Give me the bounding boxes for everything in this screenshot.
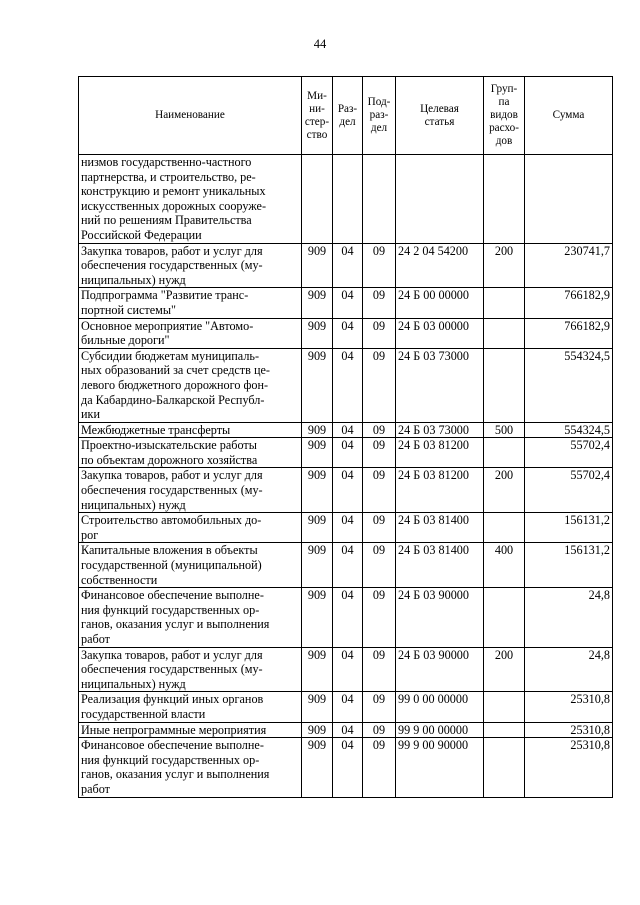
row-ministry: 909 (302, 647, 333, 692)
row-target (396, 155, 484, 244)
row-name: Капитальные вложения в объекты государственной (муниципальной) собственности (79, 543, 302, 588)
header-target: Целевая статья (396, 77, 484, 155)
row-group (484, 288, 525, 318)
row-ministry (302, 155, 333, 244)
table-row (79, 468, 613, 513)
row-name: Закупка товаров, работ и услуг для обеспечения государственных (му- ниципальных) нужд (79, 468, 302, 513)
table-row (79, 738, 613, 797)
row-subsection: 09 (363, 422, 396, 438)
row-target: 99 0 00 00000 (396, 692, 484, 722)
row-subsection: 09 (363, 348, 396, 422)
header-group: Груп- па видов расхо- дов (484, 77, 525, 155)
row-group (484, 318, 525, 348)
table-row (79, 588, 613, 647)
row-section: 04 (333, 722, 363, 738)
row-section: 04 (333, 543, 363, 588)
row-sum: 554324,5 (525, 348, 613, 422)
row-group (484, 348, 525, 422)
table-row (79, 692, 613, 722)
row-ministry: 909 (302, 348, 333, 422)
row-ministry: 909 (302, 588, 333, 647)
table-row (79, 647, 613, 692)
row-section: 04 (333, 738, 363, 797)
row-section: 04 (333, 422, 363, 438)
row-ministry: 909 (302, 513, 333, 543)
row-name: Реализация функций иных органов государственной власти (79, 692, 302, 722)
table-row (79, 722, 613, 738)
row-name: Закупка товаров, работ и услуг для обеспечения государственных (му- ниципальных) нужд (79, 647, 302, 692)
row-section: 04 (333, 588, 363, 647)
header-section: Раз- дел (333, 77, 363, 155)
row-group (484, 155, 525, 244)
row-subsection: 09 (363, 288, 396, 318)
row-subsection: 09 (363, 243, 396, 288)
table-body (79, 155, 613, 798)
row-section: 04 (333, 288, 363, 318)
table-row (79, 438, 613, 468)
row-group: 200 (484, 468, 525, 513)
row-subsection: 09 (363, 468, 396, 513)
row-subsection: 09 (363, 588, 396, 647)
row-target: 24 Б 03 73000 (396, 348, 484, 422)
row-group (484, 513, 525, 543)
table-row (79, 243, 613, 288)
row-group (484, 588, 525, 647)
row-subsection: 09 (363, 318, 396, 348)
table-row (79, 348, 613, 422)
page-number: 44 (313, 37, 327, 51)
row-name: Финансовое обеспечение выполне- ния функций государственных ор- ганов, оказания услуг и выполнения работ (79, 588, 302, 647)
row-ministry: 909 (302, 422, 333, 438)
row-sum: 156131,2 (525, 543, 613, 588)
row-ministry: 909 (302, 468, 333, 513)
row-sum: 25310,8 (525, 692, 613, 722)
table-row (79, 543, 613, 588)
row-name: Межбюджетные трансферты (79, 422, 302, 438)
row-subsection: 09 (363, 543, 396, 588)
header-name: Наименование (79, 77, 302, 155)
row-ministry: 909 (302, 288, 333, 318)
row-section (333, 155, 363, 244)
row-target: 99 9 00 90000 (396, 738, 484, 797)
row-sum: 25310,8 (525, 722, 613, 738)
row-ministry: 909 (302, 243, 333, 288)
row-target: 24 Б 03 00000 (396, 318, 484, 348)
row-group (484, 738, 525, 797)
table-row (79, 513, 613, 543)
row-group: 400 (484, 543, 525, 588)
row-sum: 55702,4 (525, 438, 613, 468)
row-target: 24 Б 03 81400 (396, 543, 484, 588)
table-row (79, 422, 613, 438)
row-sum: 24,8 (525, 588, 613, 647)
row-name: Субсидии бюджетам муниципаль- ных образований за счет средств це- левого бюджетного дорожного фон- да Кабардино-Балкарской Республ- ики (79, 348, 302, 422)
row-sum: 554324,5 (525, 422, 613, 438)
row-target: 24 Б 03 81200 (396, 438, 484, 468)
row-target: 24 Б 03 90000 (396, 588, 484, 647)
row-section: 04 (333, 348, 363, 422)
row-name: Закупка товаров, работ и услуг для обеспечения государственных (му- ниципальных) нужд (79, 243, 302, 288)
row-name: низмов государственно-частного партнерства, и строительство, ре- конструкцию и ремонт уникальных искусственных дорожных сооруже- ний по решениям Правительства Российской Федерации (79, 155, 302, 244)
row-section: 04 (333, 513, 363, 543)
row-target: 24 Б 03 81400 (396, 513, 484, 543)
row-target: 99 9 00 00000 (396, 722, 484, 738)
row-subsection: 09 (363, 438, 396, 468)
row-sum: 766182,9 (525, 318, 613, 348)
row-target: 24 Б 03 90000 (396, 647, 484, 692)
row-sum: 25310,8 (525, 738, 613, 797)
header-row (79, 77, 613, 155)
row-ministry: 909 (302, 438, 333, 468)
row-group: 200 (484, 243, 525, 288)
header-ministry: Ми- ни- стер- ство (302, 77, 333, 155)
row-ministry: 909 (302, 692, 333, 722)
row-subsection: 09 (363, 738, 396, 797)
table-row (79, 288, 613, 318)
row-section: 04 (333, 647, 363, 692)
row-subsection: 09 (363, 513, 396, 543)
row-name: Иные непрограммные мероприятия (79, 722, 302, 738)
row-group: 200 (484, 647, 525, 692)
row-ministry: 909 (302, 318, 333, 348)
header-sum: Сумма (525, 77, 613, 155)
row-section: 04 (333, 243, 363, 288)
row-name: Финансовое обеспечение выполне- ния функций государственных ор- ганов, оказания услуг и выполнения работ (79, 738, 302, 797)
row-subsection: 09 (363, 647, 396, 692)
table-row (79, 318, 613, 348)
header-subsection: Под- раз- дел (363, 77, 396, 155)
row-target: 24 Б 03 81200 (396, 468, 484, 513)
row-subsection: 09 (363, 722, 396, 738)
row-group: 500 (484, 422, 525, 438)
row-sum: 24,8 (525, 647, 613, 692)
row-section: 04 (333, 468, 363, 513)
row-section: 04 (333, 318, 363, 348)
row-section: 04 (333, 438, 363, 468)
row-group (484, 722, 525, 738)
row-group (484, 438, 525, 468)
row-sum: 156131,2 (525, 513, 613, 543)
row-ministry: 909 (302, 738, 333, 797)
row-subsection (363, 155, 396, 244)
row-target: 24 2 04 54200 (396, 243, 484, 288)
row-target: 24 Б 03 73000 (396, 422, 484, 438)
row-sum: 55702,4 (525, 468, 613, 513)
row-sum: 766182,9 (525, 288, 613, 318)
row-ministry: 909 (302, 543, 333, 588)
row-sum (525, 155, 613, 244)
row-ministry: 909 (302, 722, 333, 738)
row-name: Строительство автомобильных до- рог (79, 513, 302, 543)
budget-table (78, 76, 613, 798)
table-row (79, 155, 613, 244)
row-target: 24 Б 00 00000 (396, 288, 484, 318)
row-subsection: 09 (363, 692, 396, 722)
row-section: 04 (333, 692, 363, 722)
row-name: Основное мероприятие "Автомо- бильные дороги" (79, 318, 302, 348)
row-sum: 230741,7 (525, 243, 613, 288)
row-name: Проектно-изыскательские работы по объектам дорожного хозяйства (79, 438, 302, 468)
row-name: Подпрограмма "Развитие транс- портной системы" (79, 288, 302, 318)
row-group (484, 692, 525, 722)
